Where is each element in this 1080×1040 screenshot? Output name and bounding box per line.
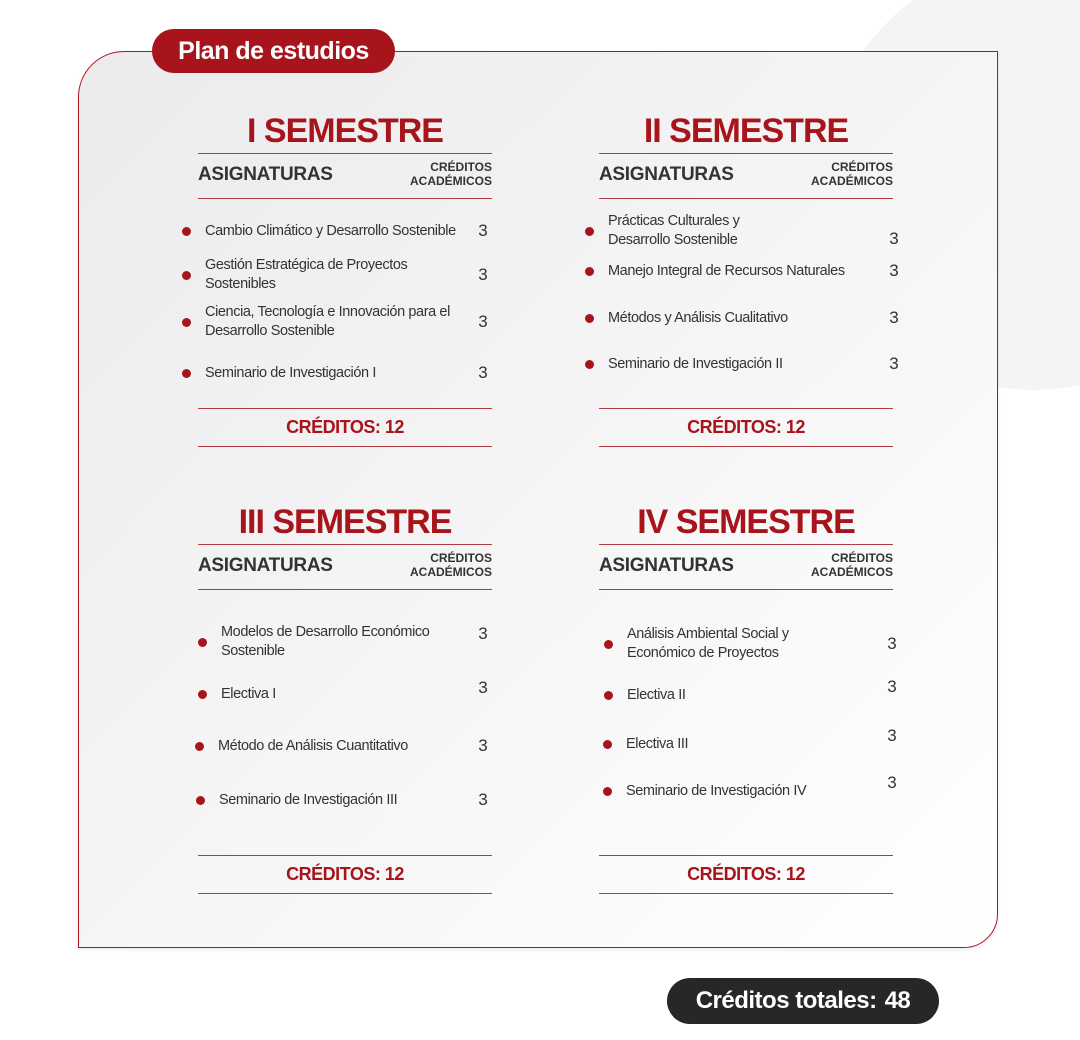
bullet-icon bbox=[195, 742, 204, 751]
course-list bbox=[599, 199, 899, 411]
table-header bbox=[599, 544, 893, 590]
total-credits-label: Créditos totales: bbox=[695, 987, 877, 1014]
course-credits: 3 bbox=[889, 354, 899, 373]
course-name: Método de Análisis Cuantitativo bbox=[218, 737, 408, 754]
semester-1 bbox=[198, 111, 492, 437]
semester-title: II SEMESTRE bbox=[643, 112, 849, 150]
course-item bbox=[585, 251, 899, 291]
course-name: Modelos de Desarrollo Económico Sostenible bbox=[221, 624, 430, 659]
bullet-icon bbox=[604, 691, 613, 700]
total-credits-badge bbox=[667, 978, 939, 1024]
course-item bbox=[604, 675, 901, 715]
course-item bbox=[198, 674, 492, 714]
course-credits: 3 bbox=[478, 312, 488, 331]
course-name: Métodos y Análisis Cualitativo bbox=[608, 309, 788, 326]
course-credits: 3 bbox=[478, 790, 488, 809]
bullet-icon bbox=[603, 740, 612, 749]
course-item bbox=[603, 724, 901, 764]
course-item bbox=[585, 344, 899, 384]
course-name: Seminario de Investigación II bbox=[608, 355, 783, 372]
bullet-icon bbox=[182, 271, 191, 280]
course-credits: 3 bbox=[889, 261, 899, 280]
credits-header: CRÉDITOS ACADÉMICOS bbox=[409, 160, 492, 188]
course-list bbox=[599, 590, 897, 850]
course-credits: 3 bbox=[478, 678, 488, 697]
credits-header: CRÉDITOS ACADÉMICOS bbox=[409, 551, 492, 579]
course-credits: 3 bbox=[478, 363, 488, 382]
course-credits: 3 bbox=[478, 265, 488, 284]
semester-title: IV SEMESTRE bbox=[637, 503, 855, 541]
course-name: Seminario de Investigación I bbox=[205, 364, 376, 381]
subjects-header: ASIGNATURAS bbox=[599, 164, 734, 185]
credits-header: CRÉDITOS ACADÉMICOS bbox=[810, 551, 893, 579]
course-name: Electiva III bbox=[626, 735, 689, 752]
semester-total: CRÉDITOS: 12 bbox=[198, 408, 492, 447]
table-header bbox=[198, 153, 492, 199]
subjects-header: ASIGNATURAS bbox=[198, 555, 333, 576]
bullet-icon bbox=[604, 640, 613, 649]
course-credits: 3 bbox=[478, 221, 488, 240]
course-credits: 3 bbox=[889, 229, 899, 248]
page-title: Plan de estudios bbox=[152, 29, 395, 73]
course-name: Cambio Climático y Desarrollo Sostenible bbox=[205, 222, 456, 239]
bullet-icon bbox=[585, 267, 594, 276]
course-name: Prácticas Culturales y Desarrollo Sostenible bbox=[608, 213, 740, 248]
credits-header: CRÉDITOS ACADÉMICOS bbox=[810, 160, 893, 188]
course-item bbox=[585, 211, 899, 251]
course-name: Electiva II bbox=[627, 686, 686, 703]
bullet-icon bbox=[182, 227, 191, 236]
total-credits-value: 48 bbox=[884, 987, 911, 1014]
course-name: Electiva I bbox=[221, 685, 276, 702]
subjects-header: ASIGNATURAS bbox=[599, 555, 734, 576]
course-name: Seminario de Investigación IV bbox=[626, 782, 807, 799]
bullet-icon bbox=[585, 314, 594, 323]
course-credits: 3 bbox=[478, 736, 488, 755]
course-credits: 3 bbox=[887, 726, 897, 745]
bullet-icon bbox=[182, 318, 191, 327]
semester-title: I SEMESTRE bbox=[247, 112, 443, 150]
course-item bbox=[182, 302, 492, 342]
course-list bbox=[198, 199, 492, 411]
semester-title: III SEMESTRE bbox=[238, 503, 452, 541]
course-item bbox=[182, 353, 492, 393]
course-credits: 3 bbox=[887, 634, 897, 653]
semester-total: CRÉDITOS: 12 bbox=[599, 408, 893, 447]
course-name: Seminario de Investigación III bbox=[219, 791, 398, 808]
course-name: Ciencia, Tecnología e Innovación para el Desarrollo Sostenible bbox=[205, 304, 450, 339]
bullet-icon bbox=[198, 638, 207, 647]
course-name: Análisis Ambiental Social y Económico de Proyectos bbox=[627, 626, 789, 661]
table-header bbox=[599, 153, 893, 199]
course-credits: 3 bbox=[478, 624, 488, 643]
semester-4 bbox=[599, 502, 897, 884]
course-item bbox=[198, 622, 492, 662]
bullet-icon bbox=[585, 227, 594, 236]
course-credits: 3 bbox=[889, 308, 899, 327]
course-name: Manejo Integral de Recursos Naturales bbox=[608, 262, 845, 279]
course-item bbox=[603, 771, 901, 811]
course-item bbox=[182, 211, 492, 251]
bullet-icon bbox=[196, 796, 205, 805]
course-item bbox=[196, 780, 492, 820]
course-item bbox=[195, 726, 492, 766]
course-name: Gestión Estratégica de Proyectos Sostenibles bbox=[205, 257, 408, 292]
semester-total: CRÉDITOS: 12 bbox=[198, 855, 492, 894]
course-item bbox=[604, 624, 901, 664]
bullet-icon bbox=[182, 369, 191, 378]
course-credits: 3 bbox=[887, 773, 897, 792]
course-credits: 3 bbox=[887, 677, 897, 696]
subjects-header: ASIGNATURAS bbox=[198, 164, 333, 185]
semester-3 bbox=[198, 502, 492, 884]
table-header bbox=[198, 544, 492, 590]
course-item bbox=[585, 298, 899, 338]
course-item bbox=[182, 255, 492, 295]
bullet-icon bbox=[585, 360, 594, 369]
semester-total: CRÉDITOS: 12 bbox=[599, 855, 893, 894]
bullet-icon bbox=[603, 787, 612, 796]
semester-2 bbox=[599, 111, 899, 437]
course-list bbox=[198, 590, 492, 850]
bullet-icon bbox=[198, 690, 207, 699]
